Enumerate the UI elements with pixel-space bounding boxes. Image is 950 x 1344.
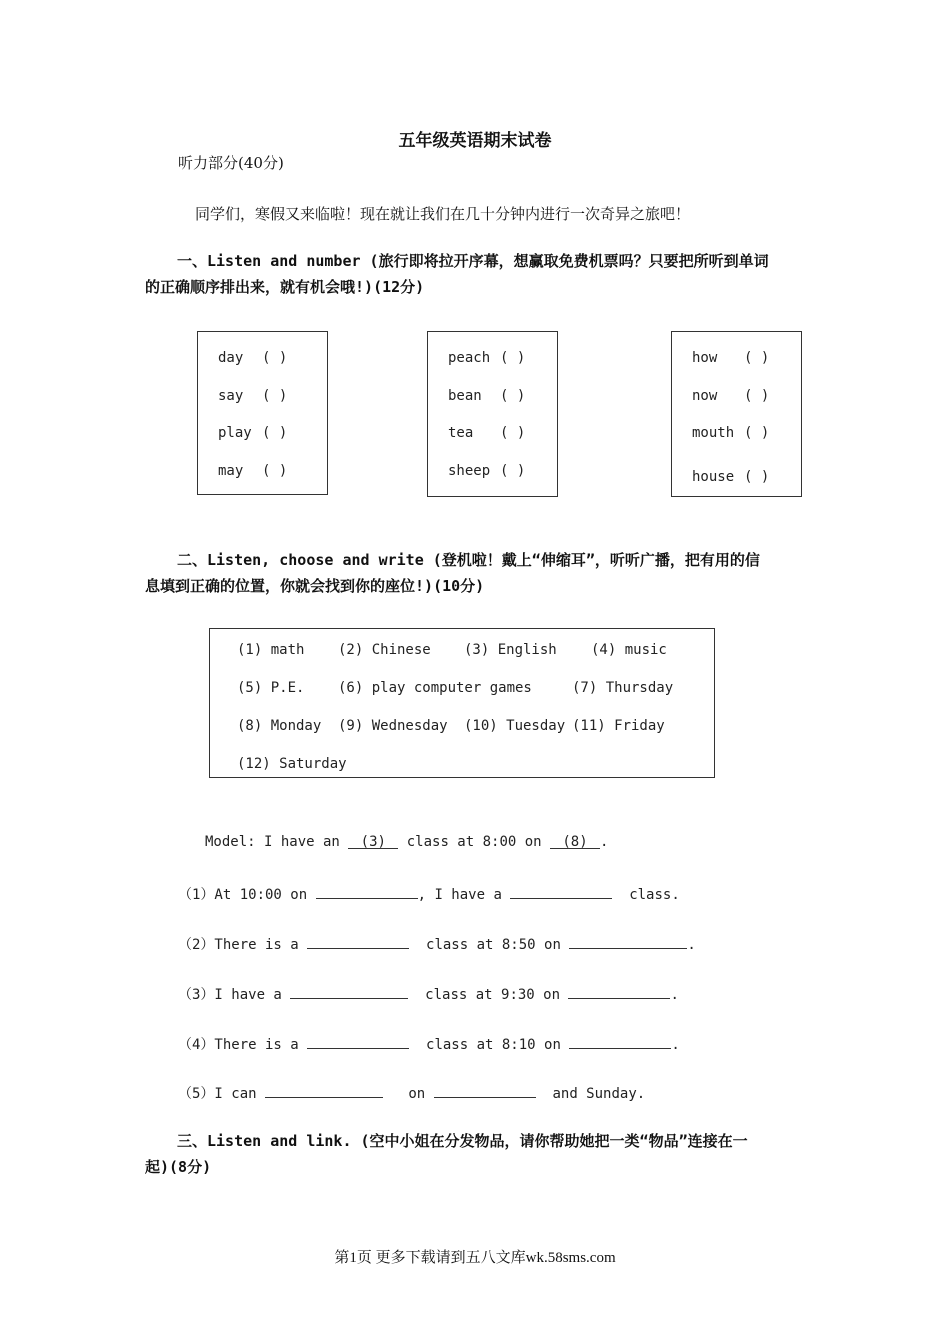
option-8: (8) Monday <box>237 718 322 734</box>
section3-line1: 三、Listen and link. (空中小姐在分发物品，请你帮助她把一类“物品”连接在一 <box>177 1132 748 1150</box>
model-end: . <box>600 834 609 850</box>
word-say: say <box>218 388 244 404</box>
q4-part-a: （4）There is a <box>178 1037 299 1053</box>
section1-line2: 的正确顺序排出来，就有机会哦!)(12分) <box>145 278 425 296</box>
section2-line2: 息填到正确的位置，你就会找到你的座位!)(10分) <box>145 577 485 595</box>
q1-blank-2[interactable] <box>510 884 612 899</box>
answer-paren[interactable]: ( ) <box>262 388 288 404</box>
word-house: house <box>692 469 735 485</box>
q2-part-b: class at 8:50 on <box>426 937 561 953</box>
word-box-2 <box>427 331 558 497</box>
q3-blank-2[interactable] <box>568 984 670 999</box>
q3-part-b: class at 9:30 on <box>425 987 561 1003</box>
q1-blank-1[interactable] <box>316 884 418 899</box>
question-1 <box>178 884 680 904</box>
question-3 <box>178 984 679 1004</box>
option-2: (2) Chinese <box>338 642 431 658</box>
model-prefix: Model: I have an <box>205 834 340 850</box>
section1-line1: 一、Listen and number (旅行即将拉开序幕，想赢取免费机票吗？只要把所听到单词 <box>177 252 769 270</box>
q2-blank-2[interactable] <box>569 934 687 949</box>
option-11: (11) Friday <box>572 718 665 734</box>
word-how: how <box>692 350 718 366</box>
word-may: may <box>218 463 244 479</box>
word-bean: bean <box>448 388 482 404</box>
q2-blank-1[interactable] <box>307 934 409 949</box>
question-4 <box>178 1034 680 1054</box>
model-answer-1: (3) <box>348 834 398 849</box>
q1-part-c: class. <box>629 887 680 903</box>
option-9: (9) Wednesday <box>338 718 448 734</box>
option-12: (12) Saturday <box>237 756 347 772</box>
q5-part-a: （5）I can <box>178 1086 257 1102</box>
options-box <box>209 628 715 778</box>
answer-paren[interactable]: ( ) <box>262 425 288 441</box>
word-day: day <box>218 350 244 366</box>
q4-part-b: class at 8:10 on <box>426 1037 561 1053</box>
option-7: (7) Thursday <box>572 680 674 696</box>
q4-blank-1[interactable] <box>307 1034 409 1049</box>
section3-heading <box>145 1128 748 1180</box>
page-footer: 第1页 更多下载请到五八文库wk.58sms.com <box>334 1250 616 1266</box>
q1-part-a: （1）At 10:00 on <box>178 887 308 903</box>
answer-paren[interactable]: ( ) <box>744 350 770 366</box>
word-now: now <box>692 388 718 404</box>
q1-part-b: , I have a <box>417 887 502 903</box>
q2-part-a: （2）There is a <box>178 937 299 953</box>
option-5: (5) P.E. <box>237 680 305 696</box>
page-title: 五年级英语期末试卷 <box>398 131 552 151</box>
model-sentence <box>205 834 608 850</box>
answer-paren[interactable]: ( ) <box>500 388 526 404</box>
model-middle: class at 8:00 on <box>406 834 542 850</box>
section3-line2: 起)(8分) <box>145 1158 212 1176</box>
model-answer-2: (8) <box>550 834 600 849</box>
q3-part-c: . <box>670 987 679 1003</box>
q4-blank-2[interactable] <box>569 1034 671 1049</box>
section2-line1: 二、Listen, choose and write (登机啦！戴上“伸缩耳”，听听广播，把有用的信 <box>177 551 760 569</box>
listening-subtitle: 听力部分(40分) <box>178 154 284 172</box>
option-1: (1) math <box>237 642 305 658</box>
q5-blank-2[interactable] <box>434 1083 536 1098</box>
answer-paren[interactable]: ( ) <box>262 463 288 479</box>
answer-paren[interactable]: ( ) <box>744 469 770 485</box>
option-3: (3) English <box>464 642 557 658</box>
word-mouth: mouth <box>692 425 735 441</box>
question-5 <box>178 1083 645 1103</box>
word-tea: tea <box>448 425 474 441</box>
word-box-3 <box>671 331 802 497</box>
option-4: (4) music <box>591 642 667 658</box>
q5-blank-1[interactable] <box>265 1083 383 1098</box>
word-box-1 <box>197 331 328 495</box>
q5-part-b: on <box>408 1086 426 1102</box>
q3-part-a: （3）I have a <box>178 987 282 1003</box>
question-2 <box>178 934 696 954</box>
section1-heading <box>145 248 769 300</box>
q5-part-c: and Sunday. <box>552 1086 646 1102</box>
section2-heading <box>145 547 760 599</box>
answer-paren[interactable]: ( ) <box>744 425 770 441</box>
answer-paren[interactable]: ( ) <box>744 388 770 404</box>
q3-blank-1[interactable] <box>290 984 408 999</box>
q4-part-c: . <box>671 1037 680 1053</box>
answer-paren[interactable]: ( ) <box>500 463 526 479</box>
word-play: play <box>218 425 252 441</box>
answer-paren[interactable]: ( ) <box>500 425 526 441</box>
intro-text: 同学们，寒假又来临啦！现在就让我们在几十分钟内进行一次奇异之旅吧！ <box>195 205 691 223</box>
answer-paren[interactable]: ( ) <box>262 350 288 366</box>
word-peach: peach <box>448 350 491 366</box>
word-sheep: sheep <box>448 463 491 479</box>
q2-part-c: . <box>687 937 696 953</box>
answer-paren[interactable]: ( ) <box>500 350 526 366</box>
option-10: (10) Tuesday <box>464 718 566 734</box>
option-6: (6) play computer games <box>338 680 532 696</box>
